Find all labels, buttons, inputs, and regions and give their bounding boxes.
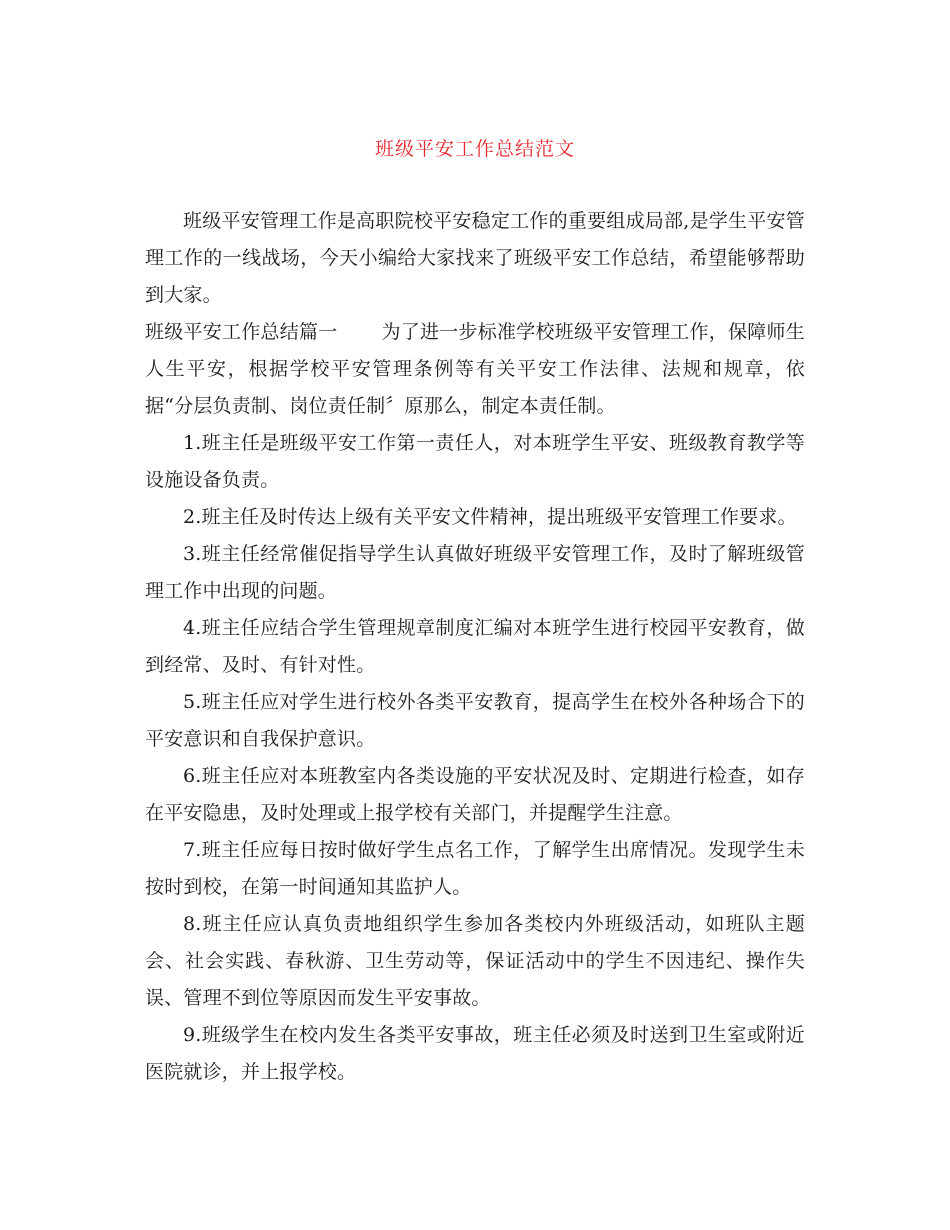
document-body: [145, 203, 805, 1091]
list-item-2: 2.班主任及时传达上级有关平安文件精神，提出班级平安管理工作要求。: [183, 506, 797, 528]
list-item-6: 6.班主任应对本班教室内各类设施的平安状况及时、定期进行检查，如存在平安隐患，及时处理或上报学校有关部门，并提醒学生注意。: [145, 765, 805, 824]
list-item-1: 1.班主任是班级平安工作第一责任人，对本班学生平安、班级教育教学等设施设备负责。: [145, 432, 805, 491]
list-item-8: 8.班主任应认真负责地组织学生参加各类校内外班级活动，如班队主题会、社会实践、春秋游、卫生劳动等，保证活动中的学生不因违纪、操作失误、管理不到位等原因而发生平安事故。: [145, 913, 805, 1009]
intro-paragraph: 班级平安管理工作是高职院校平安稳定工作的重要组成局部,是学生平安管理工作的一线战场，今天小编给大家找来了班级平安工作总结，希望能够帮助到大家。: [145, 210, 805, 306]
list-item-3: 3.班主任经常催促指导学生认真做好班级平安管理工作，及时了解班级管理工作中出现的问题。: [145, 543, 805, 602]
section-paragraph: [145, 314, 805, 425]
list-item-7: 7.班主任应每日按时做好学生点名工作，了解学生出席情况。发现学生未按时到校，在第一时间通知其监护人。: [145, 839, 805, 898]
list-item-5: 5.班主任应对学生进行校外各类平安教育，提高学生在校外各种场合下的平安意识和自我保护意识。: [145, 691, 805, 750]
document-title: 班级平安工作总结范文: [374, 138, 575, 160]
list-item-9: 9.班级学生在校内发生各类平安事故，班主任必须及时送到卫生室或附近医院就诊，并上报学校。: [145, 1024, 805, 1083]
list-item-4: 4.班主任应结合学生管理规章制度汇编对本班学生进行校园平安教育，做到经常、及时、有针对性。: [145, 617, 805, 676]
section-text: 为了进一步标准学校班级平安管理工作，保障师生人生平安，根据学校平安管理条例等有关平安工作法律、法规和规章，依据“分层负责制、岗位责任制〞原那么，制定本责任制。: [145, 321, 805, 417]
section-heading: 班级平安工作总结篇一: [145, 321, 338, 343]
